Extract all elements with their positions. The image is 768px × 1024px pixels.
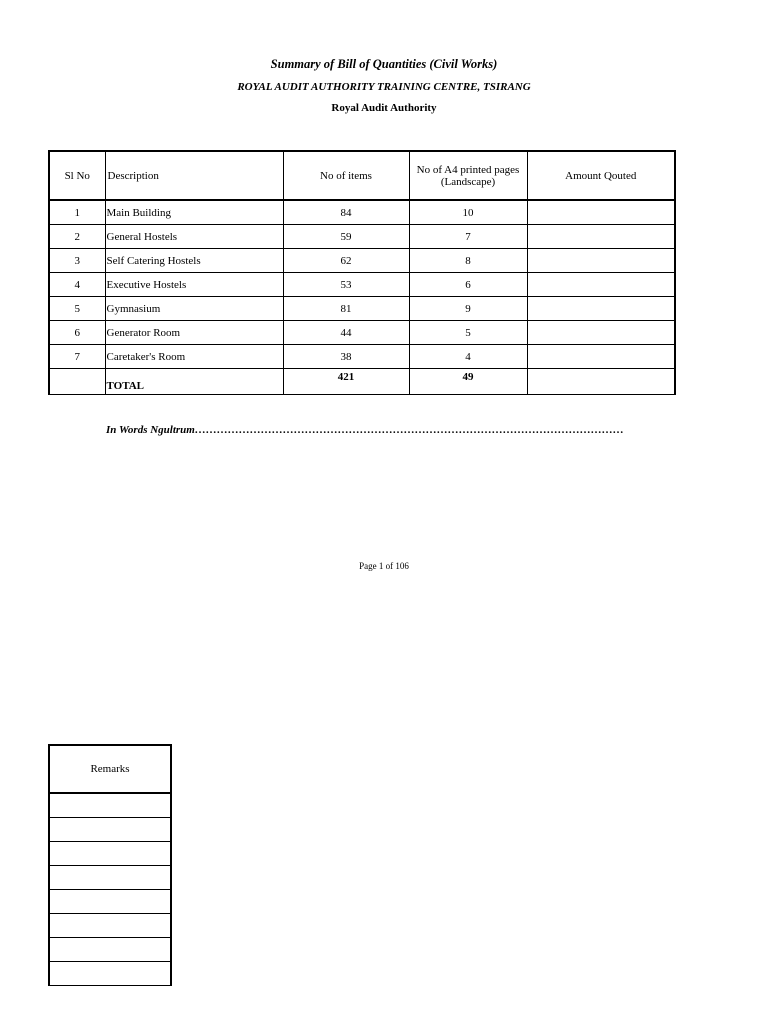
row-no-of-items: 62 — [283, 249, 409, 273]
remarks-cell — [49, 962, 171, 986]
table-total-row — [49, 369, 675, 395]
remarks-header-row — [49, 745, 171, 793]
table-row — [49, 345, 675, 369]
remarks-header: Remarks — [49, 745, 171, 793]
row-printed-pages: 5 — [409, 321, 527, 345]
row-amount-quoted — [527, 200, 675, 225]
row-printed-pages: 7 — [409, 225, 527, 249]
bill-of-quantities-table — [48, 150, 676, 395]
remarks-row — [49, 818, 171, 842]
row-sl-no: 2 — [49, 225, 105, 249]
document-organization: Royal Audit Authority — [331, 102, 437, 114]
document-subtitle: ROYAL AUDIT AUTHORITY TRAINING CENTRE, TSIRANG — [237, 81, 531, 93]
amount-in-words: In Words Ngultrum……………………………………………………………………………………………………… — [106, 424, 624, 436]
row-description: Caretaker's Room — [105, 345, 283, 369]
total-label: TOTAL — [105, 369, 283, 395]
row-amount-quoted — [527, 249, 675, 273]
table-row — [49, 200, 675, 225]
row-amount-quoted — [527, 225, 675, 249]
row-description: Gymnasium — [105, 297, 283, 321]
remarks-row — [49, 793, 171, 818]
row-sl-no: 6 — [49, 321, 105, 345]
remarks-row — [49, 866, 171, 890]
row-printed-pages: 4 — [409, 345, 527, 369]
total-items: 421 — [283, 369, 409, 395]
row-description: Main Building — [105, 200, 283, 225]
row-no-of-items: 59 — [283, 225, 409, 249]
remarks-row — [49, 962, 171, 986]
remarks-cell — [49, 890, 171, 914]
remarks-table — [48, 744, 172, 986]
row-no-of-items: 44 — [283, 321, 409, 345]
row-description: Self Catering Hostels — [105, 249, 283, 273]
row-sl-no: 1 — [49, 200, 105, 225]
row-sl-no: 3 — [49, 249, 105, 273]
table-row — [49, 297, 675, 321]
row-amount-quoted — [527, 321, 675, 345]
remarks-cell — [49, 818, 171, 842]
header-no-of-items: No of items — [283, 151, 409, 200]
remarks-cell — [49, 938, 171, 962]
row-no-of-items: 81 — [283, 297, 409, 321]
row-printed-pages: 6 — [409, 273, 527, 297]
row-sl-no: 4 — [49, 273, 105, 297]
remarks-cell — [49, 866, 171, 890]
total-sl-cell — [49, 369, 105, 395]
header-amount-quoted: Amount Qouted — [527, 151, 675, 200]
row-printed-pages: 8 — [409, 249, 527, 273]
header-description: Description — [105, 151, 283, 200]
row-description: General Hostels — [105, 225, 283, 249]
row-no-of-items: 38 — [283, 345, 409, 369]
row-sl-no: 7 — [49, 345, 105, 369]
row-amount-quoted — [527, 297, 675, 321]
row-description: Executive Hostels — [105, 273, 283, 297]
row-amount-quoted — [527, 273, 675, 297]
remarks-row — [49, 890, 171, 914]
remarks-row — [49, 938, 171, 962]
table-row — [49, 321, 675, 345]
row-description: Generator Room — [105, 321, 283, 345]
table-header-row — [49, 151, 675, 200]
table-row — [49, 225, 675, 249]
remarks-cell — [49, 793, 171, 818]
remarks-cell — [49, 914, 171, 938]
row-printed-pages: 10 — [409, 200, 527, 225]
header-printed-pages: No of A4 printed pages (Landscape) — [409, 151, 527, 200]
row-amount-quoted — [527, 345, 675, 369]
remarks-row — [49, 842, 171, 866]
remarks-cell — [49, 842, 171, 866]
remarks-row — [49, 914, 171, 938]
table-row — [49, 249, 675, 273]
row-no-of-items: 53 — [283, 273, 409, 297]
table-row — [49, 273, 675, 297]
row-printed-pages: 9 — [409, 297, 527, 321]
total-pages: 49 — [409, 369, 527, 395]
page-number: Page 1 of 106 — [359, 561, 409, 571]
row-sl-no: 5 — [49, 297, 105, 321]
document-title: Summary of Bill of Quantities (Civil Works) — [270, 57, 498, 71]
total-amount — [527, 369, 675, 395]
header-sl-no: Sl No — [49, 151, 105, 200]
row-no-of-items: 84 — [283, 200, 409, 225]
